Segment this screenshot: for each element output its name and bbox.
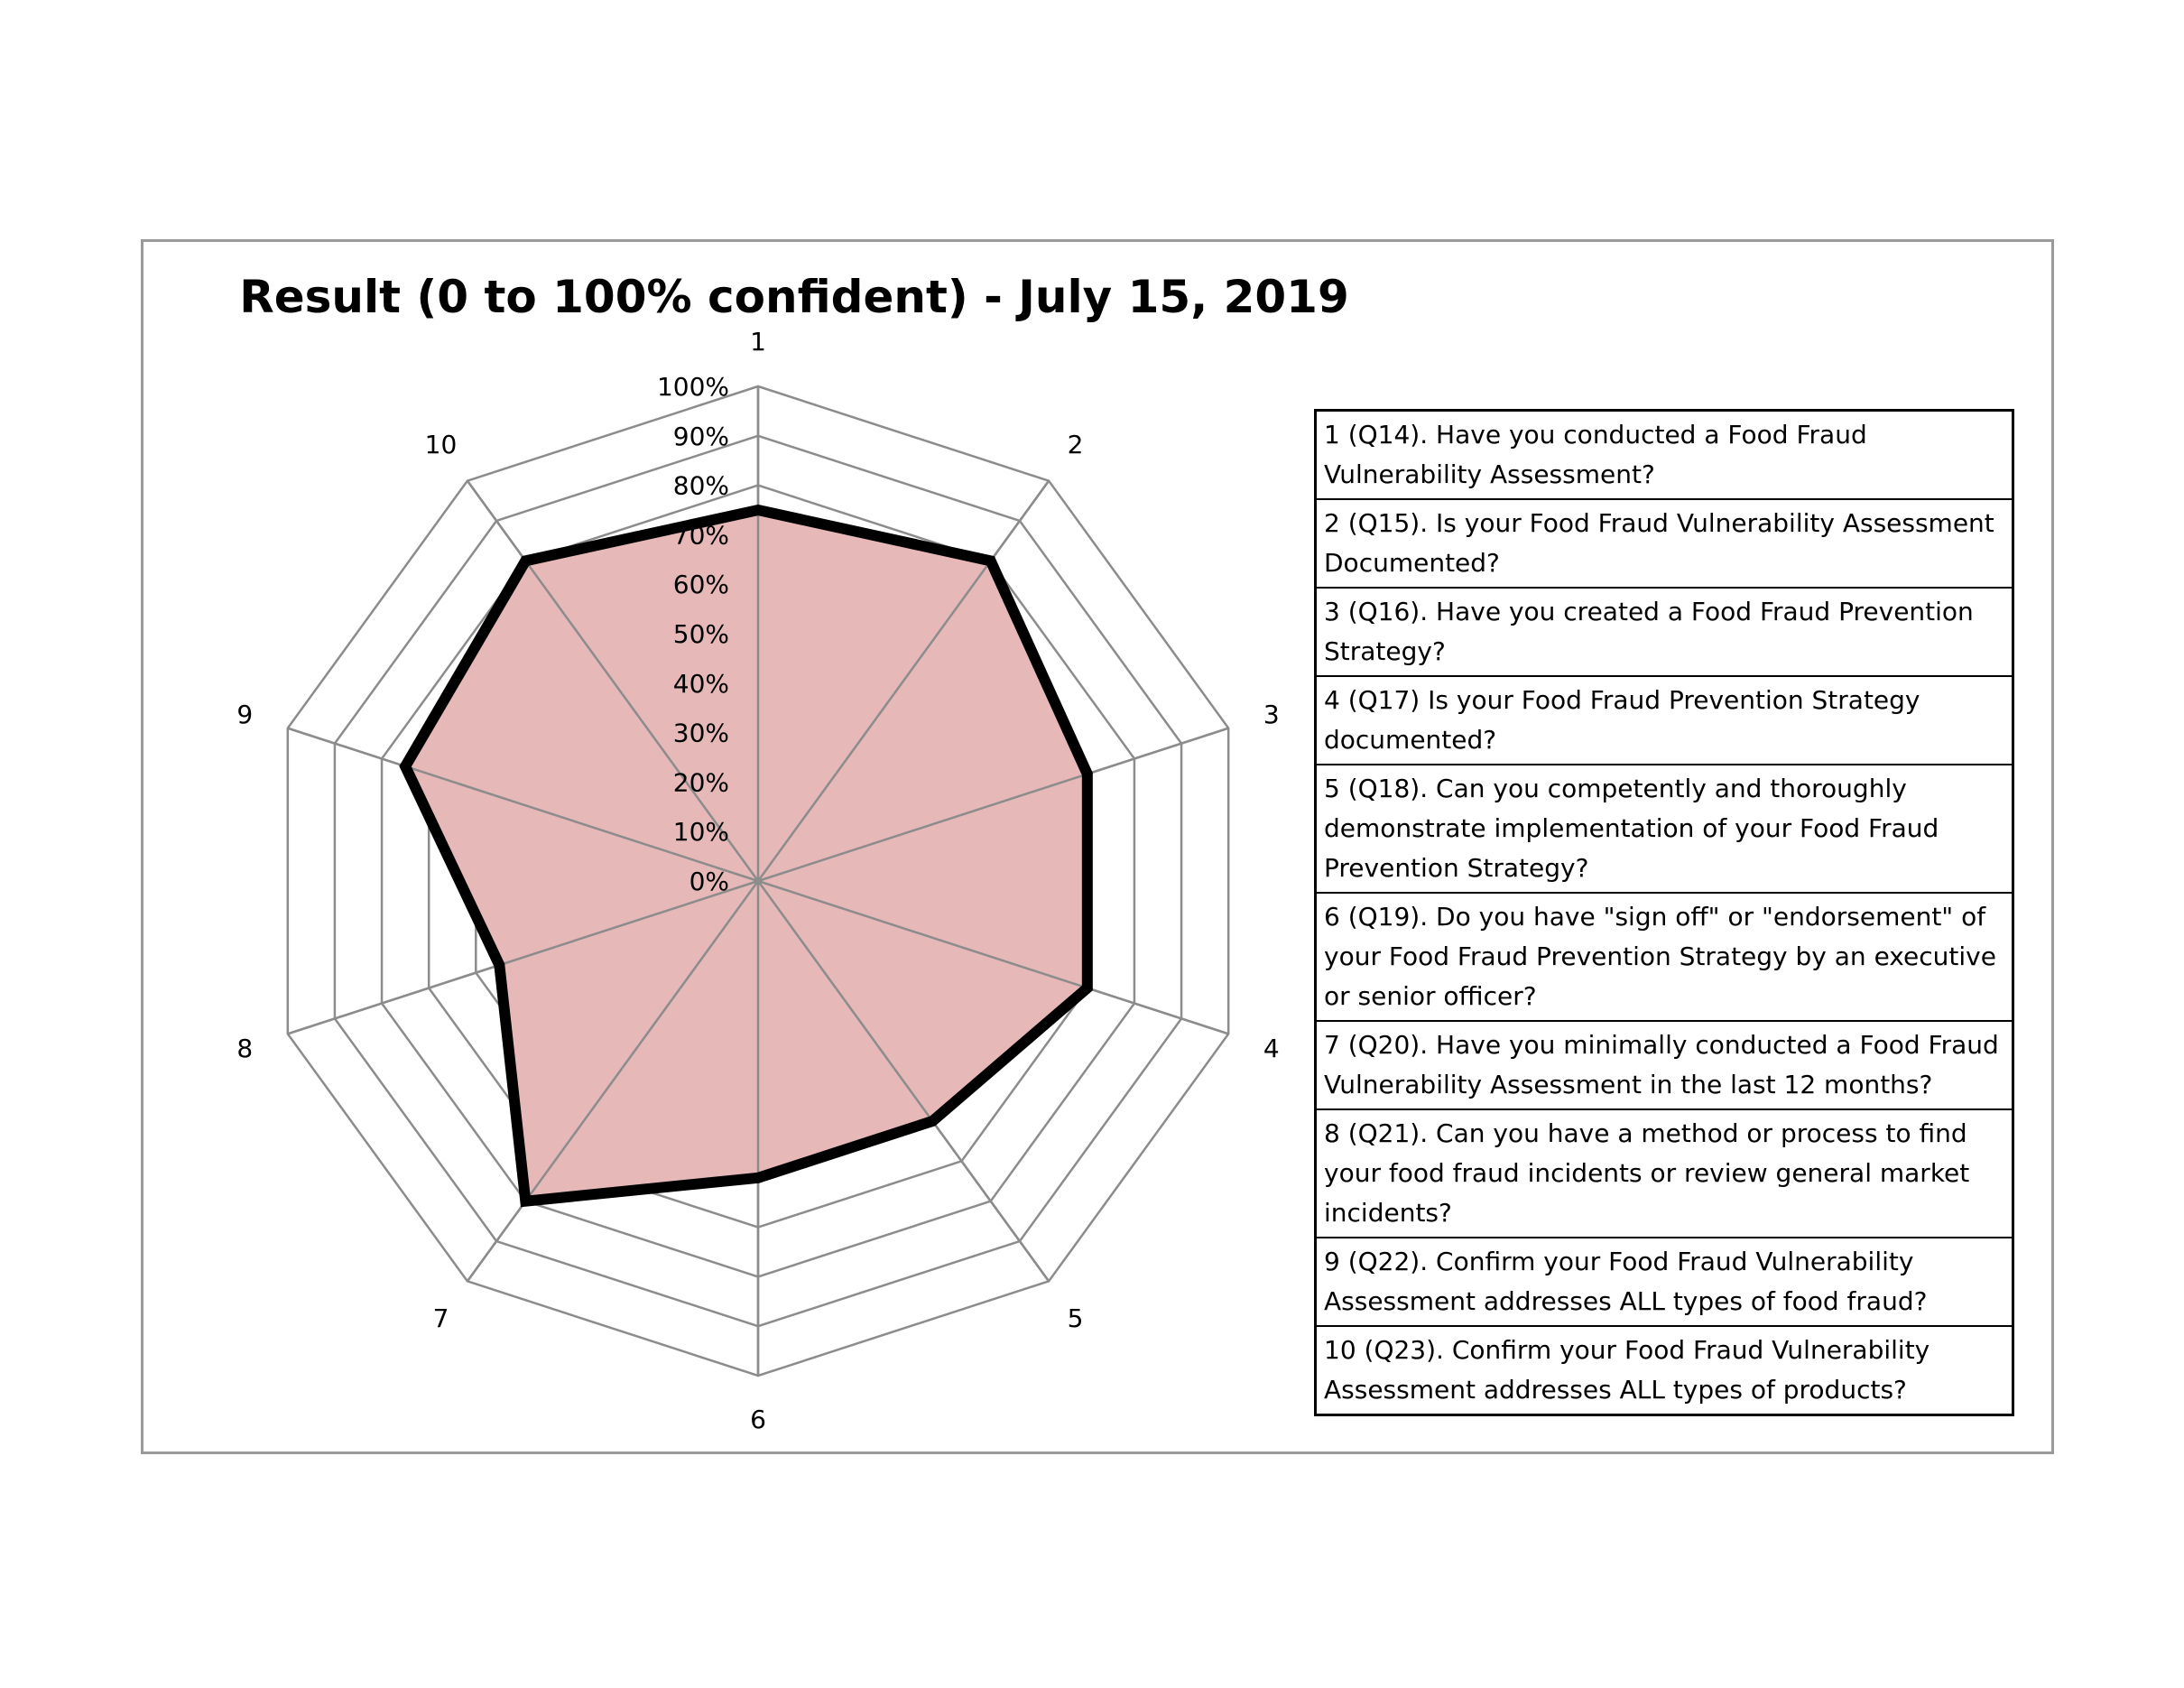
legend-entry-1: 1 (Q14). Have you conducted a Food Fraud Vulnerability Assessment? (1316, 411, 2013, 500)
legend-entry-7: 7 (Q20). Have you minimally conducted a Food Fraud Vulnerability Assessment in the last 12 months? (1316, 1021, 2013, 1109)
axis-label-7: 7 (432, 1303, 449, 1333)
legend-entry-8: 8 (Q21). Can you have a method or process to find your food fraud incidents or review general market incidents? (1316, 1109, 2013, 1238)
axis-label-2: 2 (1067, 430, 1084, 460)
legend-entry-6: 6 (Q19). Do you have "sign off" or "endorsement" of your Food Fraud Prevention Strategy by an executive or senior officer? (1316, 893, 2013, 1021)
chart-title: Result (0 to 100% confident) - July 15, 2019 (239, 271, 1349, 323)
legend-entry-2: 2 (Q15). Is your Food Fraud Vulnerability Assessment Documented? (1316, 499, 2013, 588)
axis-label-10: 10 (424, 430, 458, 460)
legend-entry-5: 5 (Q18). Can you competently and thoroughly demonstrate implementation of your Food Fraud Prevention Strategy? (1316, 765, 2013, 893)
tick-label: 100% (656, 372, 729, 402)
tick-label: 30% (672, 718, 729, 748)
legend-row (1316, 499, 2013, 588)
legend-row (1316, 676, 2013, 765)
legend-entry-9: 9 (Q22). Confirm your Food Fraud Vulnerability Assessment addresses ALL types of food fraud? (1316, 1238, 2013, 1326)
tick-label: 60% (672, 570, 729, 600)
axis-label-5: 5 (1067, 1303, 1084, 1333)
axis-label-4: 4 (1263, 1033, 1280, 1063)
axis-label-9: 9 (236, 700, 254, 730)
legend-row (1316, 1326, 2013, 1415)
axis-label-6: 6 (750, 1405, 766, 1434)
legend-row (1316, 1109, 2013, 1238)
legend-row (1316, 411, 2013, 500)
tick-label: 50% (672, 619, 729, 649)
tick-label: 0% (689, 867, 729, 896)
tick-label: 70% (672, 520, 729, 551)
legend-entry-4: 4 (Q17) Is your Food Fraud Prevention Strategy documented? (1316, 676, 2013, 765)
legend-row (1316, 1238, 2013, 1326)
legend-row (1316, 893, 2013, 1021)
legend-row (1316, 1021, 2013, 1109)
legend-row (1316, 588, 2013, 676)
axis-label-1: 1 (750, 327, 766, 357)
legend-row (1316, 765, 2013, 893)
legend-table (1314, 409, 2014, 1416)
tick-label: 40% (672, 668, 729, 699)
tick-label: 80% (672, 470, 729, 501)
tick-label: 20% (672, 767, 729, 798)
tick-label: 10% (672, 817, 729, 848)
legend-entry-10: 10 (Q23). Confirm your Food Fraud Vulnerability Assessment addresses ALL types of products? (1316, 1326, 2013, 1415)
axis-label-8: 8 (236, 1033, 254, 1063)
axis-label-3: 3 (1263, 700, 1280, 730)
tick-label: 90% (672, 421, 729, 451)
legend-entry-3: 3 (Q16). Have you created a Food Fraud Prevention Strategy? (1316, 588, 2013, 676)
